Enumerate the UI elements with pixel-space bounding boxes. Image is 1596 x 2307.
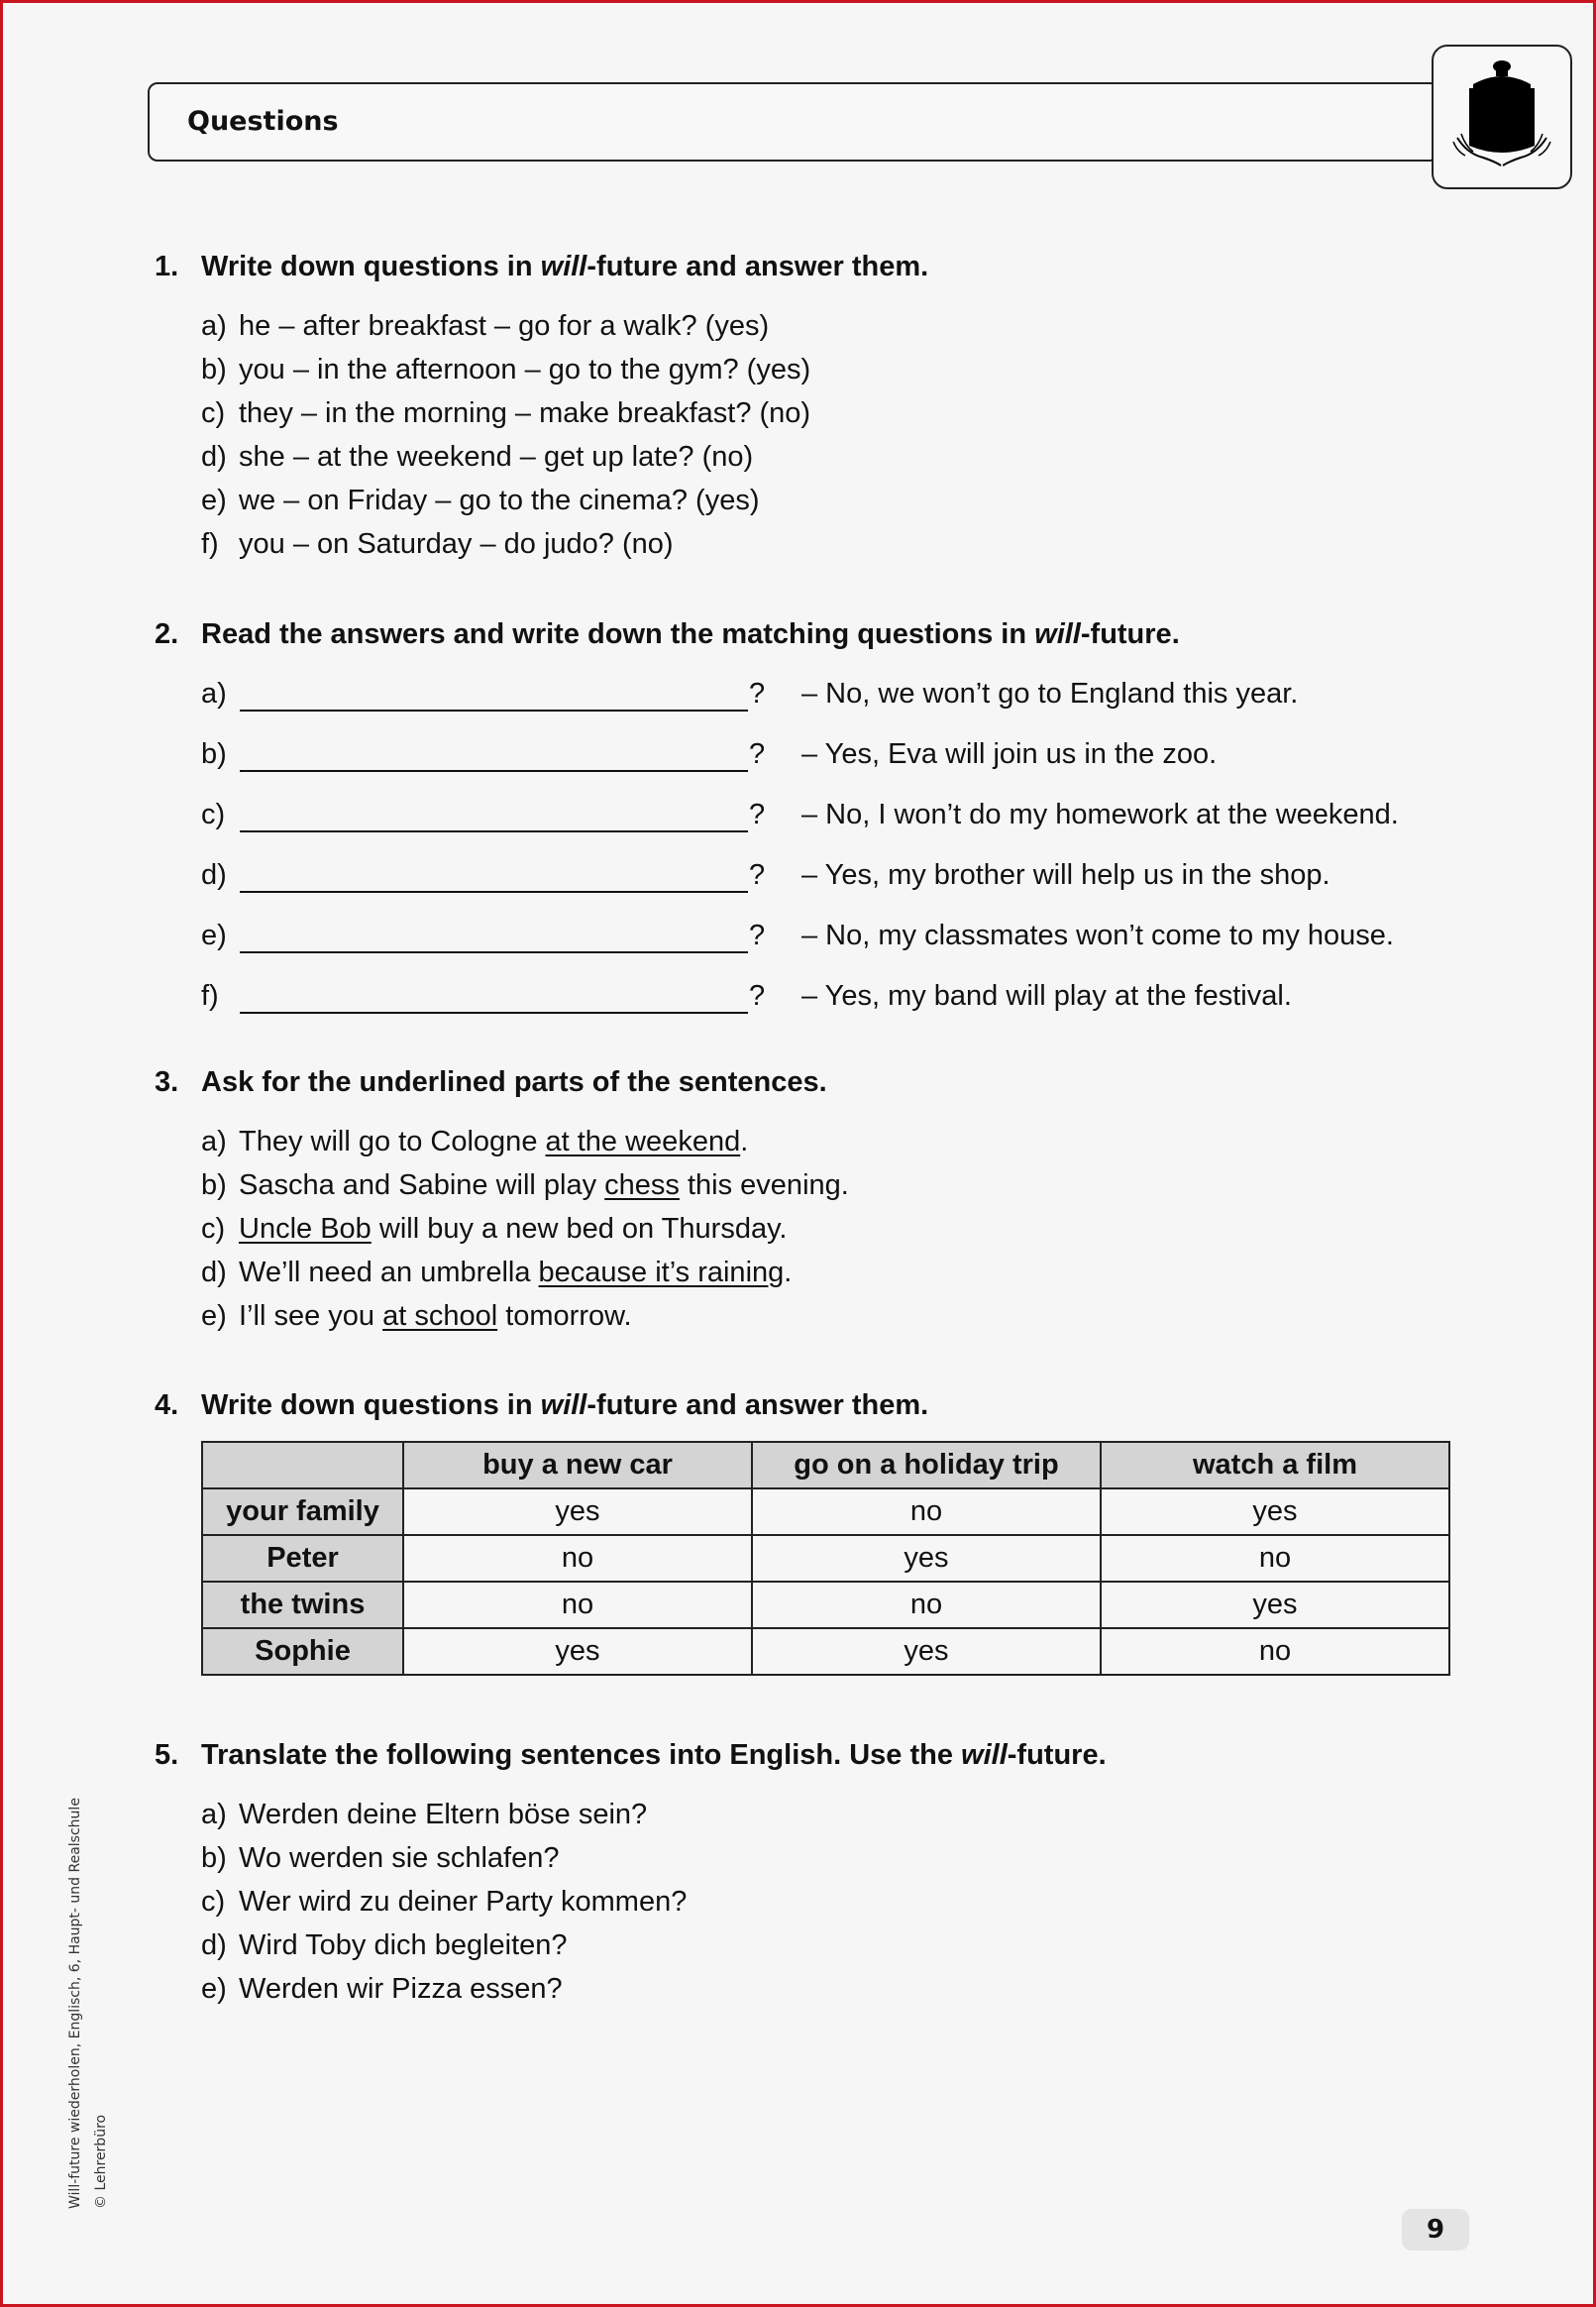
list-item: e) Werden wir Pizza essen? (201, 1973, 563, 2005)
answer-row: b) ? – Yes, Eva will join us in the zoo. (201, 738, 1218, 770)
table-cell: yes (403, 1488, 752, 1535)
list-item: b) Wo werden sie schlafen? (201, 1842, 560, 1874)
row-header: Sophie (202, 1628, 403, 1675)
exercise-3 (155, 1066, 1472, 1344)
exercise-4 (155, 1389, 1472, 1699)
column-header: watch a film (1101, 1442, 1449, 1488)
list-item: b) you – in the afternoon – go to the gym? (yes) (201, 354, 811, 385)
row-header: Peter (202, 1535, 403, 1582)
write-line[interactable] (240, 830, 748, 832)
list-item: b) Sascha and Sabine will play chess this evening. (201, 1169, 849, 1201)
write-line[interactable] (240, 951, 748, 953)
column-header: buy a new car (403, 1442, 752, 1488)
exercise-5 (155, 1739, 1472, 2017)
table-cell: yes (403, 1628, 752, 1675)
exercise-number: 1. (155, 251, 179, 282)
list-item: d) she – at the weekend – get up late? (no) (201, 441, 754, 473)
list-item: e) we – on Friday – go to the cinema? (yes) (201, 485, 760, 516)
side-credit-line-2: © Lehrerbüro (93, 2114, 109, 2209)
answer-row: d) ? – Yes, my brother will help us in the shop. (201, 859, 1330, 891)
exercise-number: 4. (155, 1389, 179, 1421)
table-cell: yes (752, 1628, 1101, 1675)
table-cell: yes (1101, 1488, 1449, 1535)
answer-row: e) ? – No, my classmates won’t come to my house. (201, 920, 1394, 951)
exercise-title: Translate the following sentences into English. Use the will-future. (201, 1739, 1107, 1771)
list-item: c) Uncle Bob will buy a new bed on Thursday. (201, 1213, 788, 1245)
list-item: a) Werden deine Eltern böse sein? (201, 1799, 648, 1830)
exercise-number: 5. (155, 1739, 179, 1771)
row-header: your family (202, 1488, 403, 1535)
table-cell: yes (1101, 1582, 1449, 1628)
exercise-number: 3. (155, 1066, 179, 1098)
answer-row: f) ? – Yes, my band will play at the festival. (201, 980, 1292, 1012)
row-header: the twins (202, 1582, 403, 1628)
table-cell: no (403, 1582, 752, 1628)
side-credit-line-1: Will-future wiederholen, Englisch, 6, Haupt- und Realschule (67, 1798, 83, 2209)
list-item: a) They will go to Cologne at the weekend. (201, 1126, 749, 1157)
exercise-title: Ask for the underlined parts of the sentences. (201, 1066, 827, 1098)
list-item: c) Wer wird zu deiner Party kommen? (201, 1886, 688, 1918)
table-cell: no (752, 1488, 1101, 1535)
table-cell: no (1101, 1628, 1449, 1675)
write-line[interactable] (240, 891, 748, 893)
exercise-title: Read the answers and write down the matching questions in will-future. (201, 618, 1180, 650)
table-header-row (202, 1442, 1449, 1488)
table-row (202, 1488, 1449, 1535)
table-cell: no (1101, 1535, 1449, 1582)
answer-row: a) ? – No, we won’t go to England this year. (201, 678, 1299, 710)
page-number: 9 (1402, 2209, 1469, 2251)
table-row (202, 1535, 1449, 1582)
list-item: d) We’ll need an umbrella because it’s raining. (201, 1257, 793, 1288)
exercise-1 (155, 251, 1472, 572)
table-row (202, 1628, 1449, 1675)
write-line[interactable] (240, 1012, 748, 1014)
table-cell: no (752, 1582, 1101, 1628)
exercise-2 (155, 618, 1472, 1041)
logo-box (1432, 45, 1572, 189)
table-cell: yes (752, 1535, 1101, 1582)
answer-row: c) ? – No, I won’t do my homework at the weekend. (201, 799, 1399, 830)
column-header: go on a holiday trip (752, 1442, 1101, 1488)
header-box (148, 82, 1439, 162)
write-line[interactable] (240, 770, 748, 772)
table-cell: no (403, 1535, 752, 1582)
table-row (202, 1582, 1449, 1628)
list-item: a) he – after breakfast – go for a walk? (yes) (201, 310, 770, 342)
exercise-title: Write down questions in will-future and answer them. (201, 1389, 929, 1421)
page-title: Questions (187, 106, 339, 137)
list-item: f) you – on Saturday – do judo? (no) (201, 528, 674, 560)
list-item: c) they – in the morning – make breakfast? (no) (201, 397, 811, 429)
exercise-title: Write down questions in will-future and answer them. (201, 251, 929, 282)
list-item: e) I’ll see you at school tomorrow. (201, 1300, 632, 1332)
write-line[interactable] (240, 710, 748, 712)
yes-no-table (201, 1441, 1450, 1676)
exercise-number: 2. (155, 618, 179, 650)
list-item: d) Wird Toby dich begleiten? (201, 1929, 568, 1961)
side-credit (62, 1798, 114, 2209)
pot-in-hands-icon (1443, 55, 1560, 179)
table-corner-cell (202, 1442, 403, 1488)
